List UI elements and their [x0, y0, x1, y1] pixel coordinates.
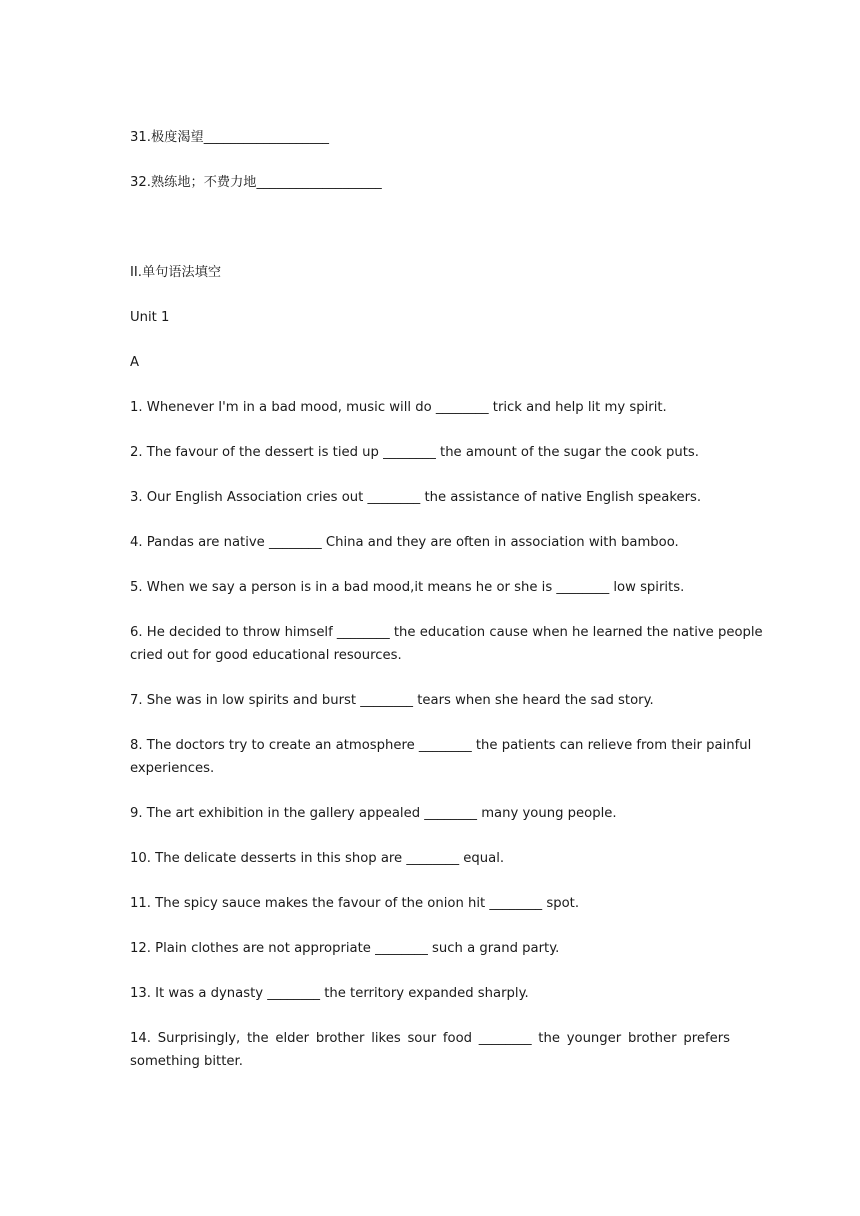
question-9: 9. The art exhibition in the gallery appealed ________ many young people.	[130, 806, 617, 821]
section-title: II.单句语法填空	[130, 265, 222, 280]
unit-heading: Unit 1	[130, 310, 170, 325]
question-13: 13. It was a dynasty ________ the territory expanded sharply.	[130, 986, 529, 1001]
question-10: 10. The delicate desserts in this shop are ________ equal.	[130, 851, 505, 866]
vocab-item-32: 32.熟练地；不费力地___________________	[130, 175, 382, 190]
question-8	[130, 735, 752, 780]
question-14-line-2: something bitter.	[130, 1053, 243, 1069]
question-1: 1. Whenever I'm in a bad mood, music will do ________ trick and help lit my spirit.	[130, 400, 667, 415]
question-14	[130, 1028, 730, 1073]
question-11: 11. The spicy sauce makes the favour of the onion hit ________ spot.	[130, 896, 580, 911]
question-2: 2. The favour of the dessert is tied up ________ the amount of the sugar the cook puts.	[130, 445, 699, 460]
question-6-line-1: 6. He decided to throw himself ________ the education cause when he learned the native people	[130, 625, 763, 640]
vocab-item-31: 31.极度渴望___________________	[130, 130, 330, 145]
question-6	[130, 622, 763, 667]
question-5: 5. When we say a person is in a bad mood,it means he or she is ________ low spirits.	[130, 580, 685, 595]
part-heading: A	[130, 355, 140, 370]
question-6-line-2: cried out for good educational resources.	[130, 647, 402, 663]
question-8-line-1: 8. The doctors try to create an atmosphere ________ the patients can relieve from their painful	[130, 738, 752, 753]
question-12: 12. Plain clothes are not appropriate ________ such a grand party.	[130, 941, 560, 956]
question-3: 3. Our English Association cries out ________ the assistance of native English speakers.	[130, 490, 702, 505]
question-8-line-2: experiences.	[130, 760, 215, 776]
question-7: 7. She was in low spirits and burst ________ tears when she heard the sad story.	[130, 693, 654, 708]
question-4: 4. Pandas are native ________ China and they are often in association with bamboo.	[130, 535, 679, 550]
question-14-line-1: 14. Surprisingly, the elder brother likes sour food ________ the younger brother prefers	[130, 1031, 730, 1046]
